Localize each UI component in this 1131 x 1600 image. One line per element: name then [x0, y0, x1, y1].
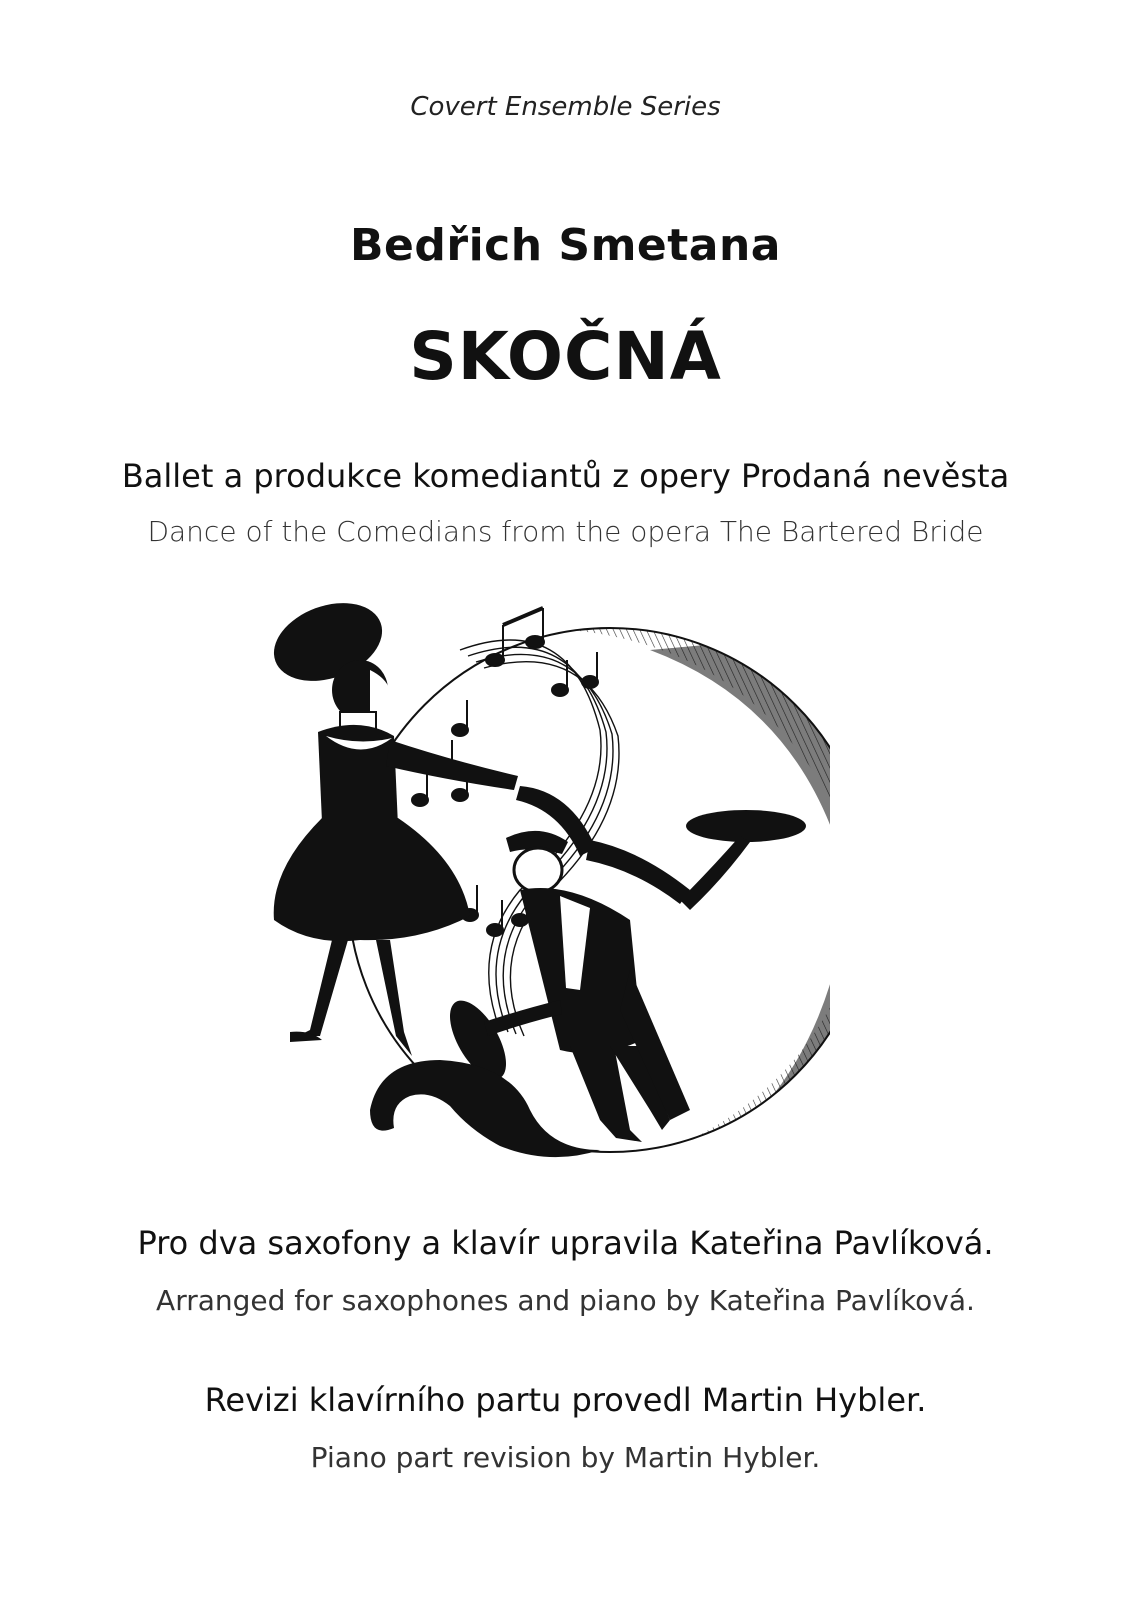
- work-title: SKOČNÁ: [409, 318, 722, 395]
- series-name: Covert Ensemble Series: [410, 92, 721, 122]
- revision-czech: Revizi klavírního partu provedl Martin Hybler.: [204, 1381, 927, 1419]
- subtitle-english: Dance of the Comedians from the opera The Bartered Bride: [147, 515, 984, 548]
- dancing-couple-illustration: [270, 590, 830, 1170]
- composer-name: Bedřich Smetana: [350, 220, 781, 271]
- subtitle-czech: Ballet a produkce komediantů z opery Prodaná nevěsta: [121, 457, 1010, 495]
- arrangement-czech: Pro dva saxofony a klavír upravila Kateřina Pavlíková.: [137, 1224, 994, 1262]
- revision-english: Piano part revision by Martin Hybler.: [310, 1441, 821, 1474]
- arrangement-english: Arranged for saxophones and piano by Kateřina Pavlíková.: [156, 1284, 975, 1317]
